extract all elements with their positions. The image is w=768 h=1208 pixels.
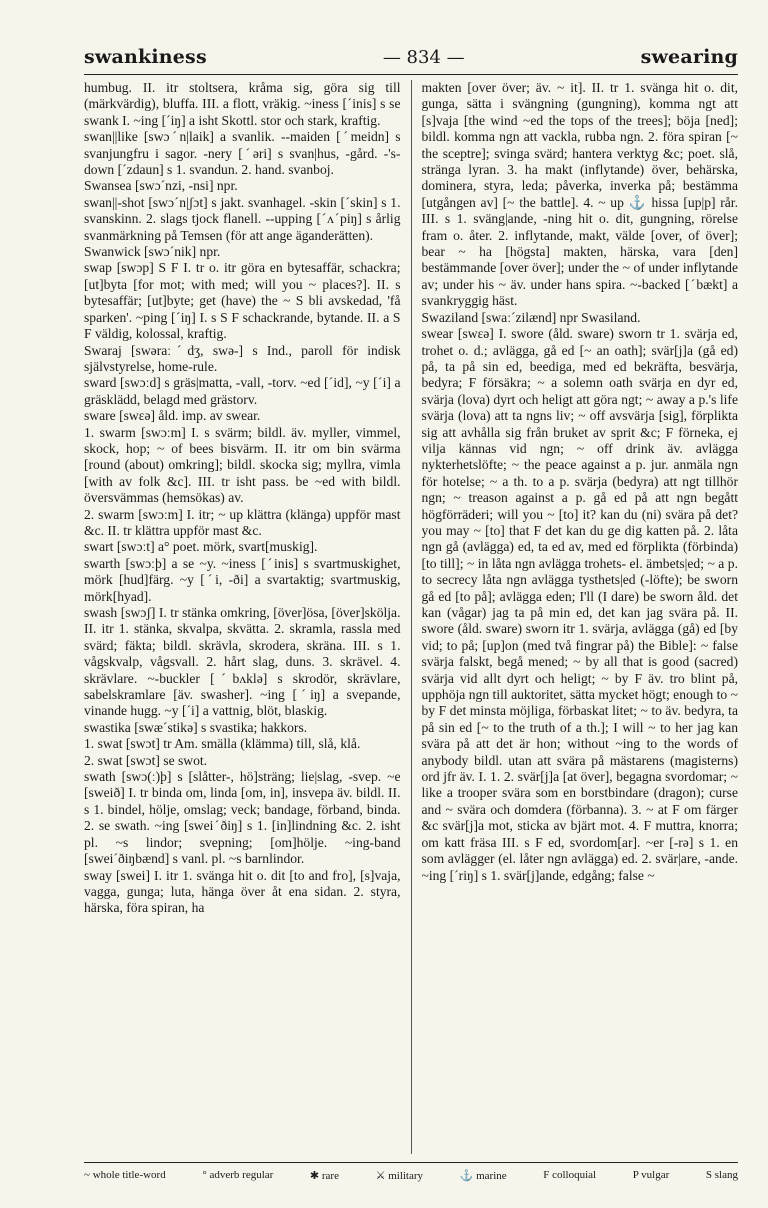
- legend-slang: S slang: [705, 1169, 738, 1181]
- left-running-headword: swankiness: [84, 46, 207, 68]
- entry-swarm-2: 2. swarm [swɔːm] I. itr; ~ up klättra (klänga) uppför mast &c. II. tr klättra uppför mast &c.: [84, 506, 401, 538]
- legend-marine: ⚓ marine: [459, 1170, 507, 1182]
- legend-rare: ✱ rare: [309, 1170, 339, 1182]
- entry-sway: sway [swei] I. itr 1. svänga hit o. dit [to and fro], [s]vaja, vagga, gunga; luta, hänga över åt ena sidan. 2. styra, härska, föra spiran, ha: [84, 867, 401, 916]
- entry-sway-continued: makten [over över; äv. ~ it]. II. tr 1. svänga hit o. dit, gunga, sätta i svängning (gungning), komma ngt att [s]vaja [the wind ~ed the tops of the trees]; böja [ned]; bildl. komma ngn att vackla, rubba ngn. 2. föra spiran [~ the sceptre]; svinga svärd; hantera verktyg &c; poet. slå, stränga lyran. 3. ha makt (inflytande) över, behärska, dominera, styra, leda; påverka, inverka på; bestämma [utgången av] [~ the battle]. 4. ~ up ⚓ hissa [up|p] rår. III. s 1. sväng|ande, -ning hit o. dit, gungning, rörelse fram o. åter. 2. inflytande, makt, välde [over, of över]; bear ~ ha [högsta] makten, härska, vara [den] bestämmande [over över]; under the ~ of under inflytande av; under his ~ äv. under hans spira. ~-backed [ˊbækt] a svankryggig häst.: [421, 80, 738, 309]
- entry-sware: sware [swɛə] åld. imp. av swear.: [84, 408, 261, 424]
- entry-swaraj: Swaraj [swəraːˊdʒ, swə-] s Ind., paroll för indisk självstyrelse, home-rule.: [84, 342, 401, 374]
- entry-swart: swart [swɔːt] a° poet. mörk, svart[muskig].: [84, 539, 318, 555]
- entry-swap: swap [swɔp] S F I. tr o. itr göra en bytesaffär, schackra; [ut]byta [for mot; with med; will you ~ places?]. II. s bytesaffär; [ut]byte; get (have) the ~ S bli avskedad, 'få sparken'. ~ping [ˊiŋ] I. s S F schackrande, bytande. II. a S F väldig, kolossal, kraftig.: [84, 260, 401, 342]
- page-header: [84, 46, 738, 75]
- entry-swash: swash [swɔʃ] I. tr stänka omkring, [över]ösa, [över]skölja. II. itr 1. stänka, skvalpa, skvätta. 2. skramla, rassla med svärd; fäkta; bildl. skrävla, skrodera, skräna. III. s 1. vågskvalp, vågsvall. 2. hårt slag, duns. 3. skrävel. 4. skrävlare. ~-buckler [ˊbʌklə] s skrodör, skrävlare, sabelskramlare [äv. swasher]. ~ing [ˊiŋ] a svepande, vinande hugg. ~y [ˊi] a vattnig, blöt, blaskig.: [84, 605, 401, 719]
- column-divider: [411, 80, 412, 1154]
- entry-sward: sward [swɔːd] s gräs|matta, -vall, -torv. ~ed [ˊid], ~y [ˊi] a gräsklädd, belagd med grästorv.: [84, 375, 401, 407]
- page-number: — 834 —: [382, 47, 465, 68]
- entry-swarth: swarth [swɔːþ] a se ~y. ~iness [ˊinis] s svartmuskighet, mörk [hud]färg. ~y [ˊi, -ði] a svartaktig; svartmuskig, mörk[hyad].: [84, 555, 401, 604]
- entry-swat-2: 2. swat [swɔt] se swot.: [84, 752, 208, 768]
- legend-colloquial: F colloquial: [543, 1169, 597, 1181]
- left-column: [84, 80, 401, 1154]
- right-column: [422, 80, 739, 1154]
- entry-swath: swath [swɔ(ː)þ] s [slåtter-, hö]sträng; lie|slag, -svep. ~e [sweið] I. tr binda om, linda [om, in], insvepa äv. bildl. II. s 1. bindel, hölje, omslag; veck; bandage, förband, binda. 2. se swath. ~ing [sweiˊðiŋ] s 1. [in]lindning &c. 2. isht pl. ~s lindor; svepning; [om]hölje. ~ing-band [sweiˊðiŋbænd] s vanl. pl. ~s barnlindor.: [84, 769, 401, 867]
- entry-swaziland: Swaziland [swaːˊzilænd] npr Swasiland.: [421, 309, 641, 325]
- entry-swarm-1: 1. swarm [swɔːm] I. s svärm; bildl. äv. myller, vimmel, skock, hop; ~ of bees bisvärm. II. itr om bin svärma [round (about) omkring]; bildl. skocka sig; myllra, vimla [with av folk &c]. III. tr isht pass. be ~ed with bildl. översvämmas (hemsökas) av.: [84, 424, 401, 506]
- legend-military: ⚔ military: [375, 1170, 424, 1182]
- right-running-headword: swearing: [640, 46, 738, 68]
- entry-swan-shot: swan||-shot [swɔˊn|ʃɔt] s jakt. svanhagel. -skin [ˊskin] s 1. svanskinn. 2. slags tjock flanell. --upping [ˊʌˊpiŋ] s årlig svanmärkning på Temsen (för att ange äganderätten).: [84, 194, 401, 243]
- entry-swear: swear [swɛə] I. swore (åld. sware) sworn tr 1. svärja ed, trohet o. d.; avlägga, gå ed [~ an oath]; svär[j]a (gå ed) på, ta på sin ed, beediga, med ed bekräfta, besvärja, bedyra; F försäkra; ~ a solemn oath svärja en dyr ed, svärja (lova) dyrt och heligt att göra ngt; ~ away a p.'s life svärja (lova) att ta ngns liv; ~ off avsvärja [sig], förplikta sig att avhålla sig från bruket av sprit &c; F förneka, ej vilja kännas vid ngn; ~ off drink äv. avlägga nykterhetslöfte; ~ the peace against a p. jur. anmäla ngn för hotelse; ~ a th. to a p. svärja (bedyra) att ngt tillhör ngn; ~ treason against a p. gå ed på att ngn begått högförräderi; will you ~ [to] it? kan du (ni) svära på det? you may ~ [to] that F det kan du ge dig katten på. 2. låta ngn gå (avlägga) ed, ta ed av, med ed förplikta (förbinda) [to till]; ~ in låta ngn avlägga trohets- el. ämbets|ed; ~ a p. to secrecy låta ngn avlägga tysthets|ed (-löfte); be sworn gå ed [to på]; avlägga eden; I'll (I dare) be sworn åld. det kan (vågar) jag ta på min ed, det kan jag svära på. II. swore (åld. sware) sworn itr 1. svärja, avlägga (gå) ed [by vid; to på; [up]on (med två fingrar på) the Bible]: ~ false svärja falskt, begå mened; ~ by all that is good (sacred) svärja vid allt dyrt och heligt; ~ by F äv. tro blint på, upphöja ngn till auktoritet, sätta mycket högt; enough to ~ by F det minsta möjliga, förbaskat litet; ~ to äv. bedyra, ta på sin ed [~ to the truth of a th.]; I will ~ to her jag kan svära på att det är hon; without ~ing to the words of anybody bildl. utan att svära på mästarens (magisterns) ord jfr äv. I. 1. 2. svär[j]a [at över], begagna svordomar; ~ like a trooper svära som en borstbindare (dragon); curse and ~ svära och domdera (förbanna). 3. ~ at F om färger &c svär[j]a mot, sticka av bjärt mot. 4. F muttra, knorra; om katt fräsa III. s F ed, svordom[ar]. ~er [-rə] s 1. en som avlägger (el. låter ngn avlägga) ed. 2. svär|are, -ande. ~ing [ˊriŋ] s 1. svär[j]ande, edgång; false ~: [421, 326, 738, 883]
- entry-swastika: swastika [swæˊstikə] s svastika; hakkors.: [84, 719, 308, 735]
- entry-swankiness: humbug. II. itr stoltsera, kråma sig, göra sig till (märkvärdig), bluffa. III. a flott, vräkig. ~iness [ˊinis] s se swank I. ~ing [ˊiŋ] a isht Skottl. stor och stark, kraftig.: [84, 80, 401, 128]
- entry-swanlike: swan||like [swɔˊn|laik] a svanlik. --maiden [ˊmeidn] s svanjungfru i sagor. -nery [ˊəri] s svan|hus, -gård. -'s-down [ˊzdaun] s 1. svandun. 2. hand. svanboj.: [84, 129, 401, 178]
- legend-vulgar: P vulgar: [632, 1169, 670, 1181]
- dictionary-columns: [84, 80, 738, 1154]
- legend-adverb-regular: ° adverb regular: [202, 1169, 274, 1181]
- legend-footer: [84, 1162, 738, 1189]
- entry-swanwick: Swanwick [swɔˊnik] npr.: [84, 244, 221, 260]
- entry-swat-1: 1. swat [swɔt] tr Am. smälla (klämma) till, slå, klå.: [84, 736, 361, 752]
- entry-swansea: Swansea [swɔˊnzi, -nsi] npr.: [84, 178, 238, 194]
- legend-whole-title-word: ~ whole title-word: [84, 1169, 166, 1181]
